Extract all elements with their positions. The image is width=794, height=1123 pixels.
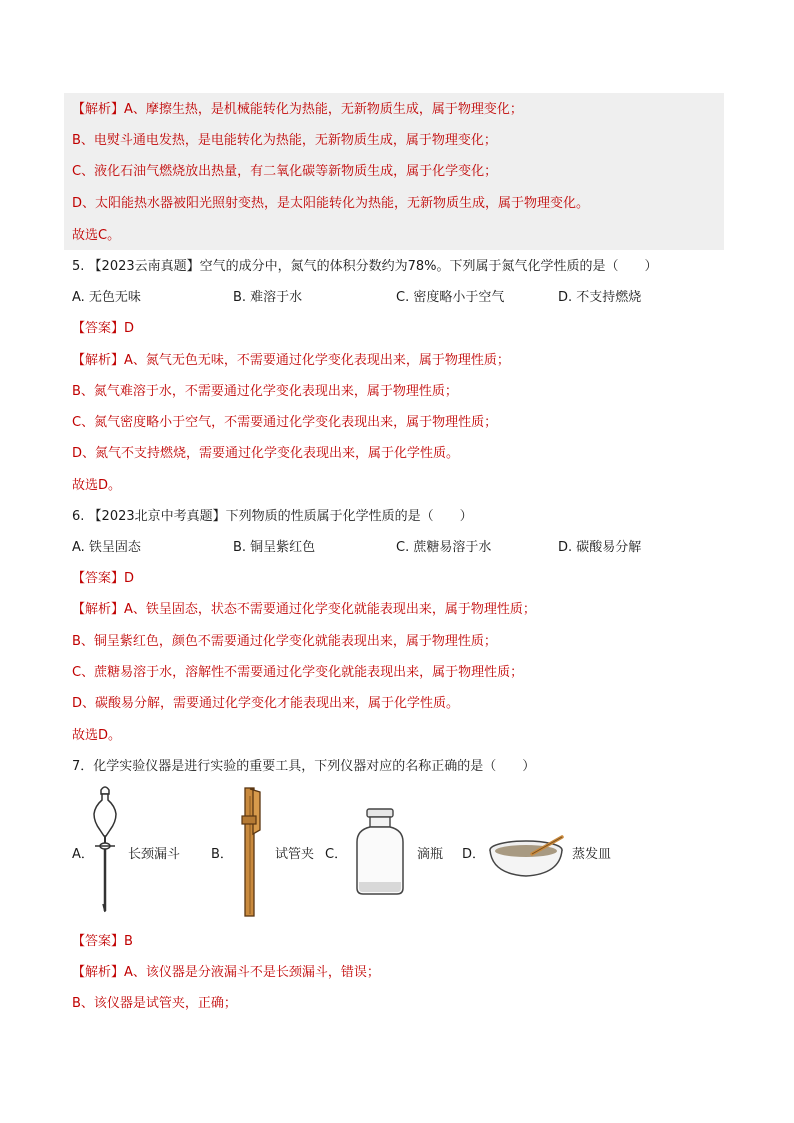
q7-analysis-line [72, 964, 380, 982]
analysis-text: A、铁呈固态，状态不需要通过化学变化就能表现出来，属于物理性质； [124, 602, 536, 617]
q5-analysis-line: B、氮气难溶于水，不需要通过化学变化表现出来，属于物理性质； [72, 384, 458, 399]
question-text: 下列物质的性质属于化学性质的是（ ） [225, 509, 473, 524]
analysis-text: A、氮气无色无味，不需要通过化学变化表现出来，属于物理性质； [124, 353, 510, 368]
q7-name-a: 长颈漏斗 [128, 847, 181, 862]
q7-name-b: 试管夹 [275, 847, 315, 862]
analysis-tag: 【解析】 [72, 353, 125, 368]
q7-analysis-line: B、该仪器是试管夹，正确； [72, 996, 237, 1011]
q5-answer [72, 320, 134, 338]
mortar-and-pestle-icon [488, 834, 570, 880]
question-source: 【2023云南真题】 [88, 259, 200, 274]
q5-option-c: C. 密度略小于空气 [396, 290, 505, 305]
analysis-tag: 【解析】 [72, 965, 125, 980]
q7-option-a-label: A． [72, 847, 94, 862]
analysis-tag: 【解析】 [72, 102, 125, 117]
q5-analysis-line [72, 352, 510, 370]
q7-option-c-label: C． [325, 847, 348, 862]
q5-option-b: B. 难溶于水 [233, 290, 303, 305]
test-tube-holder-icon [238, 786, 264, 920]
q6-conclusion: 故选D。 [72, 728, 122, 743]
analysis-conclusion: 故选C。 [72, 228, 121, 243]
analysis-tag: 【解析】 [72, 602, 125, 617]
q7-option-b-label: B． [211, 847, 233, 862]
q5-conclusion: 故选D。 [72, 478, 122, 493]
wide-mouth-bottle-icon [354, 808, 406, 896]
q5-option-d: D. 不支持燃烧 [558, 290, 642, 305]
analysis-text: A、摩擦生热，是机械能转化为热能，无新物质生成，属于物理变化； [124, 102, 523, 117]
q5-option-a: A. 无色无味 [72, 290, 141, 305]
q5-analysis-line: C、氮气密度略小于空气，不需要通过化学变化表现出来，属于物理性质； [72, 415, 498, 430]
q7-option-d-label: D． [462, 847, 486, 862]
q6-option-c: C. 蔗糖易溶于水 [396, 540, 492, 555]
analysis-line: C、液化石油气燃烧放出热量，有二氧化碳等新物质生成，属于化学变化； [72, 164, 498, 179]
q7-name-c: 滴瓶 [417, 847, 444, 862]
q6-answer [72, 570, 134, 588]
q5-analysis-line: D、氮气不支持燃烧，需要通过化学变化表现出来，属于化学性质。 [72, 446, 460, 461]
question-number: 6. [72, 509, 85, 524]
analysis-line [72, 101, 523, 119]
answer-value: B [124, 934, 133, 949]
q6-analysis-line: B、铜呈紫红色，颜色不需要通过化学变化就能表现出来，属于物理性质； [72, 634, 497, 649]
analysis-text: A、该仪器是分液漏斗不是长颈漏斗，错误； [124, 965, 380, 980]
q7-answer [72, 933, 133, 951]
q6-option-d: D. 碳酸易分解 [558, 540, 642, 555]
analysis-line: D、太阳能热水器被阳光照射变热，是太阳能转化为热能，无新物质生成，属于物理变化。 [72, 196, 590, 211]
question-6-stem [72, 508, 473, 526]
answer-tag: 【答案】 [72, 321, 125, 336]
q6-analysis-line [72, 601, 536, 619]
q6-analysis-line: C、蔗糖易溶于水，溶解性不需要通过化学变化就能表现出来，属于物理性质； [72, 665, 524, 680]
q7-name-d: 蒸发皿 [572, 847, 612, 862]
question-number: 5. [72, 259, 85, 274]
question-7-stem: 7．化学实验仪器是进行实验的重要工具，下列仪器对应的名称正确的是（ ） [72, 759, 536, 774]
question-source: 【2023北京中考真题】 [88, 509, 226, 524]
question-text: 空气的成分中，氮气的体积分数约为78%。下列属于氮气化学性质的是（ ） [199, 259, 658, 274]
q6-analysis-line: D、碳酸易分解，需要通过化学变化才能表现出来，属于化学性质。 [72, 696, 460, 711]
separatory-funnel-icon [90, 786, 120, 916]
answer-tag: 【答案】 [72, 934, 125, 949]
answer-tag: 【答案】 [72, 571, 125, 586]
q6-option-a: A. 铁呈固态 [72, 540, 141, 555]
q6-option-b: B. 铜呈紫红色 [233, 540, 316, 555]
analysis-line: B、电熨斗通电发热，是电能转化为热能，无新物质生成，属于物理变化； [72, 133, 497, 148]
answer-value: D [124, 571, 135, 586]
answer-value: D [124, 321, 135, 336]
question-5-stem [72, 258, 658, 276]
